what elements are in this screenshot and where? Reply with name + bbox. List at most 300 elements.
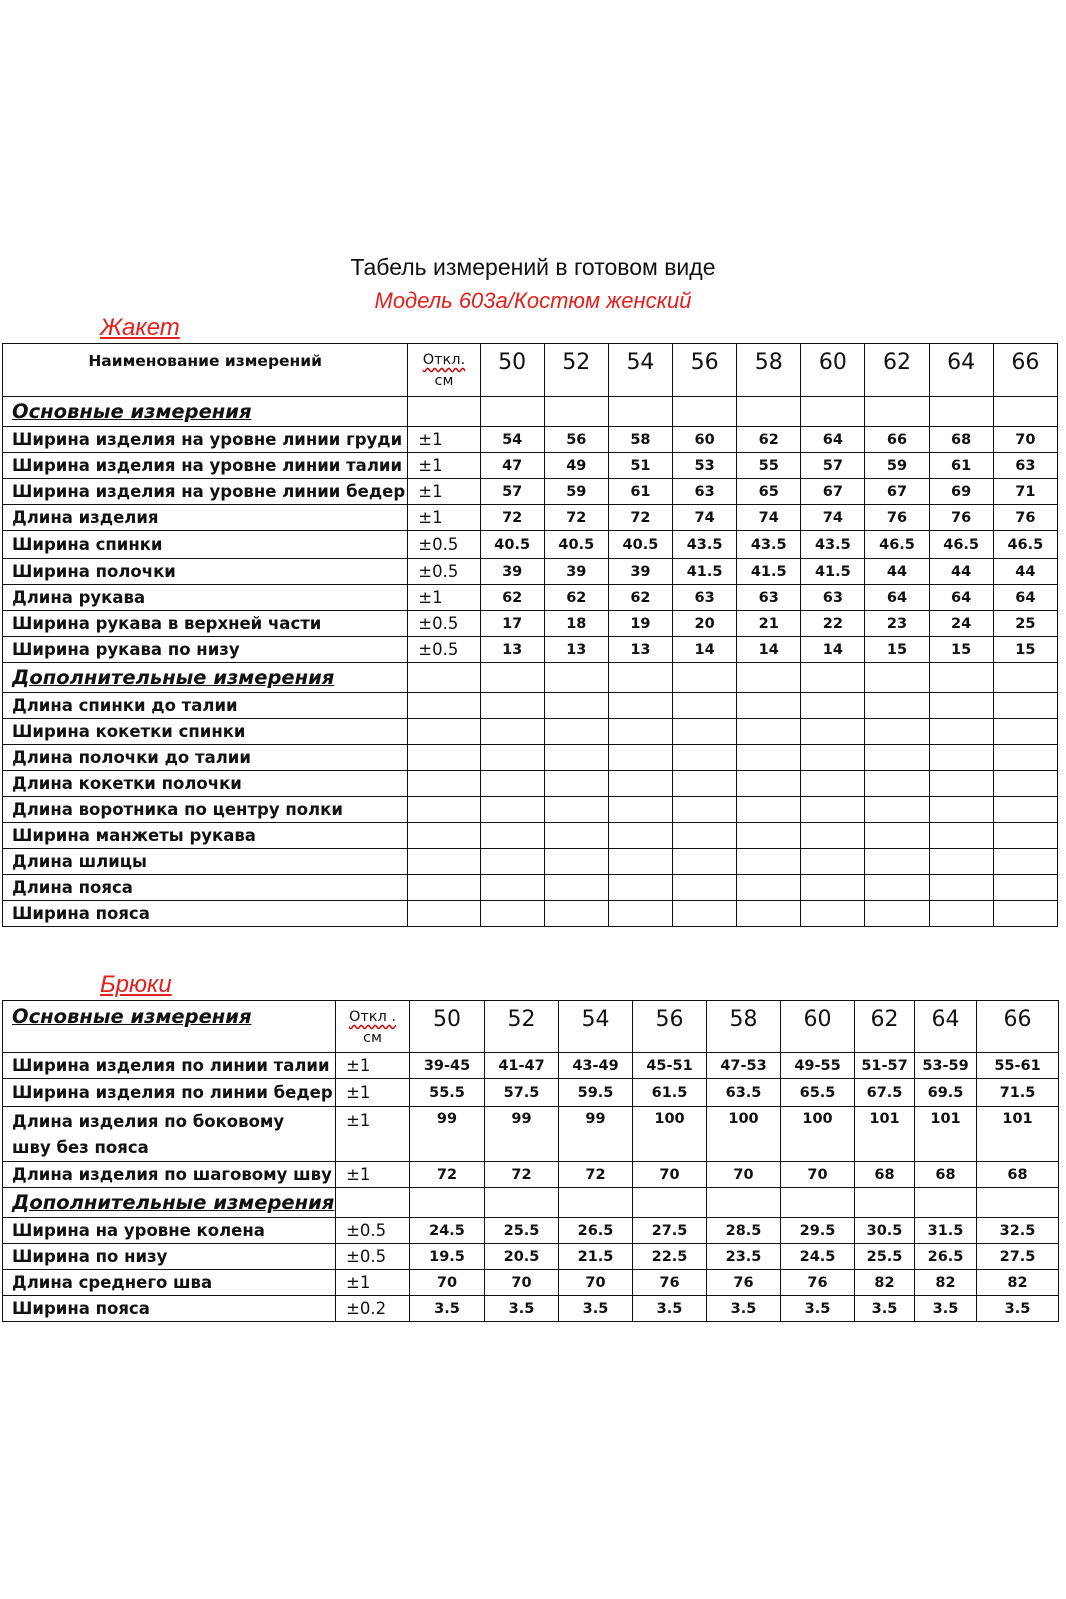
measurement-label: Ширина по низу	[3, 1244, 336, 1270]
size-value: 59	[865, 453, 929, 479]
size-value: 31.5	[915, 1218, 977, 1244]
tolerance-value: ±0.5	[408, 637, 480, 663]
size-value: 59	[544, 479, 608, 505]
measurement-label: Длина изделия по шаговому шву	[3, 1162, 336, 1188]
size-value: 39	[480, 559, 544, 585]
empty-cell	[544, 823, 608, 849]
size-value: 76	[993, 505, 1057, 531]
table-row	[3, 585, 1058, 611]
empty-cell	[633, 1188, 707, 1218]
size-value: 13	[544, 637, 608, 663]
size-value: 71.5	[977, 1079, 1059, 1107]
empty-cell	[408, 771, 480, 797]
empty-cell	[480, 797, 544, 823]
empty-cell	[737, 901, 801, 927]
size-value: 26.5	[915, 1244, 977, 1270]
size-value: 76	[929, 505, 993, 531]
size-value: 44	[865, 559, 929, 585]
pants-size-header-56: 56	[633, 1001, 707, 1053]
size-value: 20.5	[485, 1244, 559, 1270]
size-header-54: 54	[608, 344, 672, 397]
tolerance-value: ±1	[336, 1107, 410, 1162]
empty-cell	[673, 745, 737, 771]
tolerance-unit-label: см	[434, 373, 454, 389]
empty-cell	[608, 823, 672, 849]
size-header-60: 60	[801, 344, 865, 397]
empty-cell	[608, 849, 672, 875]
size-value: 62	[608, 585, 672, 611]
table-row	[3, 1079, 1059, 1107]
empty-cell	[737, 663, 801, 693]
empty-cell	[801, 663, 865, 693]
size-value: 72	[544, 505, 608, 531]
size-value: 64	[929, 585, 993, 611]
table-row	[3, 1244, 1059, 1270]
size-value: 82	[977, 1270, 1059, 1296]
size-value: 63	[673, 479, 737, 505]
empty-cell	[801, 397, 865, 427]
measurement-label-line: Длина изделия по боковому шву без пояса	[12, 1112, 285, 1157]
size-value: 49	[544, 453, 608, 479]
size-value: 62	[480, 585, 544, 611]
empty-cell	[993, 875, 1057, 901]
measurement-label: Длина рукава	[3, 585, 408, 611]
size-value: 44	[929, 559, 993, 585]
empty-cell	[408, 849, 480, 875]
empty-cell	[480, 693, 544, 719]
empty-cell	[480, 849, 544, 875]
empty-cell	[544, 719, 608, 745]
size-value: 30.5	[855, 1218, 915, 1244]
size-value: 43.5	[801, 531, 865, 559]
size-value: 14	[673, 637, 737, 663]
empty-cell	[993, 745, 1057, 771]
table-row	[3, 719, 1058, 745]
pants-size-header-66: 66	[977, 1001, 1059, 1053]
size-value: 63	[801, 585, 865, 611]
empty-cell	[915, 1188, 977, 1218]
empty-cell	[408, 663, 480, 693]
table-row	[3, 559, 1058, 585]
empty-cell	[336, 1188, 410, 1218]
empty-cell	[865, 745, 929, 771]
empty-cell	[977, 1188, 1059, 1218]
empty-cell	[608, 397, 672, 427]
size-value: 82	[855, 1270, 915, 1296]
size-header-52: 52	[544, 344, 608, 397]
size-value: 63	[737, 585, 801, 611]
measurement-label: Ширина полочки	[3, 559, 408, 585]
table-row	[3, 611, 1058, 637]
tolerance-value: ±1	[408, 479, 480, 505]
size-value: 62	[737, 427, 801, 453]
size-value: 70	[559, 1270, 633, 1296]
empty-cell	[544, 901, 608, 927]
pants-extra-group-header: Дополнительные измерения	[3, 1188, 336, 1218]
measurement-label: Длина шлицы	[3, 849, 408, 875]
empty-cell	[608, 797, 672, 823]
size-value: 18	[544, 611, 608, 637]
empty-cell	[993, 693, 1057, 719]
empty-cell	[408, 745, 480, 771]
empty-cell	[929, 745, 993, 771]
jacket-extra-group-header: Дополнительные измерения	[3, 663, 408, 693]
size-value: 70	[410, 1270, 485, 1296]
empty-cell	[485, 1188, 559, 1218]
pants-size-header-50: 50	[410, 1001, 485, 1053]
size-value: 47	[480, 453, 544, 479]
empty-cell	[993, 663, 1057, 693]
size-value: 46.5	[993, 531, 1057, 559]
empty-cell	[993, 849, 1057, 875]
empty-cell	[408, 693, 480, 719]
empty-cell	[608, 901, 672, 927]
size-value: 3.5	[977, 1296, 1059, 1322]
empty-cell	[544, 797, 608, 823]
size-value: 55	[737, 453, 801, 479]
empty-cell	[608, 771, 672, 797]
empty-cell	[781, 1188, 855, 1218]
empty-cell	[544, 771, 608, 797]
empty-cell	[865, 797, 929, 823]
table-row	[3, 1107, 1059, 1162]
pants-tolerance-unit-label: см	[363, 1030, 382, 1046]
size-value: 74	[801, 505, 865, 531]
tolerance-value: ±0.5	[408, 611, 480, 637]
size-value: 99	[410, 1107, 485, 1162]
size-value: 57	[801, 453, 865, 479]
size-value: 65.5	[781, 1079, 855, 1107]
table-row	[3, 745, 1058, 771]
empty-cell	[929, 875, 993, 901]
measurement-label: Длина воротника по центру полки	[3, 797, 408, 823]
pants-size-header-58: 58	[707, 1001, 781, 1053]
empty-cell	[673, 771, 737, 797]
table-row	[3, 505, 1058, 531]
empty-cell	[737, 771, 801, 797]
pants-header-row	[3, 1001, 1059, 1053]
size-value: 3.5	[781, 1296, 855, 1322]
empty-cell	[673, 693, 737, 719]
empty-cell	[408, 797, 480, 823]
size-value: 67	[865, 479, 929, 505]
page-subtitle: Модель 603а/Костюм женский	[374, 288, 692, 313]
empty-cell	[480, 771, 544, 797]
size-value: 53	[673, 453, 737, 479]
empty-cell	[544, 663, 608, 693]
pants-size-header-64: 64	[915, 1001, 977, 1053]
size-value: 25	[993, 611, 1057, 637]
empty-cell	[929, 693, 993, 719]
size-value: 58	[608, 427, 672, 453]
size-value: 3.5	[707, 1296, 781, 1322]
empty-cell	[855, 1188, 915, 1218]
pants-section-title: Брюки	[100, 971, 172, 998]
measurement-label: Ширина манжеты рукава	[3, 823, 408, 849]
measurement-label: Ширина на уровне колена	[3, 1218, 336, 1244]
pants-tolerance-column-header	[336, 1001, 410, 1053]
size-value: 72	[410, 1162, 485, 1188]
size-header-58: 58	[737, 344, 801, 397]
empty-cell	[408, 823, 480, 849]
empty-cell	[737, 823, 801, 849]
empty-cell	[801, 875, 865, 901]
table-row	[3, 453, 1058, 479]
size-value: 101	[977, 1107, 1059, 1162]
size-value: 54	[480, 427, 544, 453]
empty-cell	[608, 875, 672, 901]
table-row	[3, 771, 1058, 797]
empty-cell	[929, 771, 993, 797]
jacket-main-group-header-row	[3, 397, 1058, 427]
table-row	[3, 1218, 1059, 1244]
size-value: 100	[781, 1107, 855, 1162]
size-value: 21.5	[559, 1244, 633, 1270]
size-value: 57.5	[485, 1079, 559, 1107]
table-row	[3, 479, 1058, 505]
table-row	[3, 1162, 1059, 1188]
size-value: 15	[993, 637, 1057, 663]
size-value: 101	[915, 1107, 977, 1162]
empty-cell	[608, 663, 672, 693]
size-value: 43.5	[673, 531, 737, 559]
empty-cell	[707, 1188, 781, 1218]
size-value: 3.5	[855, 1296, 915, 1322]
tolerance-value: ±1	[336, 1270, 410, 1296]
empty-cell	[544, 849, 608, 875]
size-value: 61.5	[633, 1079, 707, 1107]
size-value: 15	[865, 637, 929, 663]
measurement-label: Ширина изделия на уровне линии груди	[3, 427, 408, 453]
empty-cell	[737, 875, 801, 901]
size-value: 55-61	[977, 1053, 1059, 1079]
empty-cell	[929, 901, 993, 927]
tolerance-value: ±0.5	[408, 559, 480, 585]
empty-cell	[801, 693, 865, 719]
size-value: 3.5	[559, 1296, 633, 1322]
size-value: 24.5	[410, 1218, 485, 1244]
size-value: 76	[633, 1270, 707, 1296]
size-value: 29.5	[781, 1218, 855, 1244]
table-row	[3, 849, 1058, 875]
size-value: 63	[673, 585, 737, 611]
tolerance-value: ±1	[408, 453, 480, 479]
size-value: 53-59	[915, 1053, 977, 1079]
size-value: 47-53	[707, 1053, 781, 1079]
size-value: 3.5	[633, 1296, 707, 1322]
size-value: 46.5	[929, 531, 993, 559]
size-value: 59.5	[559, 1079, 633, 1107]
empty-cell	[737, 797, 801, 823]
empty-cell	[801, 771, 865, 797]
empty-cell	[544, 397, 608, 427]
empty-cell	[673, 397, 737, 427]
pants-size-header-52: 52	[485, 1001, 559, 1053]
empty-cell	[993, 771, 1057, 797]
jacket-extra-group-header-row	[3, 663, 1058, 693]
empty-cell	[480, 719, 544, 745]
size-value: 67	[801, 479, 865, 505]
table-row	[3, 1270, 1059, 1296]
table-row	[3, 1296, 1059, 1322]
empty-cell	[480, 823, 544, 849]
page-title: Табель измерений в готовом виде	[350, 254, 716, 280]
jacket-main-group-header: Основные измерения	[3, 397, 408, 427]
size-value: 14	[737, 637, 801, 663]
empty-cell	[410, 1188, 485, 1218]
measurement-label: Ширина пояса	[3, 1296, 336, 1322]
size-value: 19.5	[410, 1244, 485, 1270]
empty-cell	[737, 719, 801, 745]
size-value: 64	[801, 427, 865, 453]
size-value: 55.5	[410, 1079, 485, 1107]
table-row	[3, 797, 1058, 823]
empty-cell	[929, 719, 993, 745]
empty-cell	[865, 849, 929, 875]
table-row	[3, 531, 1058, 559]
table-row	[3, 875, 1058, 901]
empty-cell	[480, 745, 544, 771]
measurement-label	[3, 1107, 336, 1162]
tolerance-column-header	[408, 344, 480, 397]
tolerance-value: ±0.5	[408, 531, 480, 559]
measurement-label: Длина изделия	[3, 505, 408, 531]
size-value: 41.5	[801, 559, 865, 585]
size-value: 25.5	[485, 1218, 559, 1244]
tolerance-value: ±0.5	[336, 1244, 410, 1270]
size-value: 39	[608, 559, 672, 585]
size-value: 56	[544, 427, 608, 453]
empty-cell	[801, 823, 865, 849]
size-value: 72	[485, 1162, 559, 1188]
size-value: 57	[480, 479, 544, 505]
empty-cell	[801, 901, 865, 927]
size-value: 22.5	[633, 1244, 707, 1270]
empty-cell	[801, 797, 865, 823]
size-value: 64	[865, 585, 929, 611]
empty-cell	[801, 849, 865, 875]
size-value: 49-55	[781, 1053, 855, 1079]
empty-cell	[929, 397, 993, 427]
size-value: 72	[608, 505, 672, 531]
table-row	[3, 427, 1058, 453]
tolerance-value: ±1	[408, 505, 480, 531]
size-value: 72	[559, 1162, 633, 1188]
table-row	[3, 1053, 1059, 1079]
size-value: 26.5	[559, 1218, 633, 1244]
empty-cell	[737, 693, 801, 719]
size-value: 99	[559, 1107, 633, 1162]
pants-measurements-table	[2, 1000, 1059, 1322]
table-row	[3, 823, 1058, 849]
size-value: 13	[480, 637, 544, 663]
tolerance-header-label: Откл.	[422, 352, 466, 368]
size-header-62: 62	[865, 344, 929, 397]
measurement-label: Ширина рукава в верхней части	[3, 611, 408, 637]
size-value: 23.5	[707, 1244, 781, 1270]
empty-cell	[865, 875, 929, 901]
measurement-label: Ширина спинки	[3, 531, 408, 559]
size-value: 22	[801, 611, 865, 637]
size-value: 62	[544, 585, 608, 611]
size-value: 76	[707, 1270, 781, 1296]
pants-extra-group-header-row	[3, 1188, 1059, 1218]
size-value: 71	[993, 479, 1057, 505]
measurement-label: Ширина рукава по низу	[3, 637, 408, 663]
tolerance-value: ±0.5	[336, 1218, 410, 1244]
empty-cell	[673, 901, 737, 927]
empty-cell	[865, 901, 929, 927]
size-value: 43-49	[559, 1053, 633, 1079]
name-column-header: Наименование измерений	[3, 344, 408, 397]
tolerance-value: ±1	[336, 1053, 410, 1079]
empty-cell	[929, 849, 993, 875]
empty-cell	[544, 745, 608, 771]
size-value: 65	[737, 479, 801, 505]
size-value: 60	[673, 427, 737, 453]
empty-cell	[801, 745, 865, 771]
size-value: 21	[737, 611, 801, 637]
size-value: 76	[781, 1270, 855, 1296]
size-value: 46.5	[865, 531, 929, 559]
size-value: 28.5	[707, 1218, 781, 1244]
measurement-label: Длина спинки до талии	[3, 693, 408, 719]
empty-cell	[673, 875, 737, 901]
size-value: 27.5	[633, 1218, 707, 1244]
empty-cell	[865, 663, 929, 693]
jacket-section-title: Жакет	[100, 314, 180, 341]
empty-cell	[929, 797, 993, 823]
size-value: 14	[801, 637, 865, 663]
empty-cell	[608, 693, 672, 719]
size-value: 64	[993, 585, 1057, 611]
size-value: 101	[855, 1107, 915, 1162]
empty-cell	[544, 875, 608, 901]
tolerance-value: ±1	[408, 427, 480, 453]
empty-cell	[480, 901, 544, 927]
size-value: 41.5	[737, 559, 801, 585]
empty-cell	[801, 719, 865, 745]
empty-cell	[408, 397, 480, 427]
size-value: 23	[865, 611, 929, 637]
size-value: 24.5	[781, 1244, 855, 1270]
size-header-56: 56	[673, 344, 737, 397]
size-value: 70	[707, 1162, 781, 1188]
size-value: 100	[633, 1107, 707, 1162]
table-row	[3, 693, 1058, 719]
tolerance-value: ±1	[408, 585, 480, 611]
size-header-66: 66	[993, 344, 1057, 397]
size-value: 67.5	[855, 1079, 915, 1107]
size-value: 39	[544, 559, 608, 585]
size-value: 74	[673, 505, 737, 531]
empty-cell	[865, 693, 929, 719]
size-value: 70	[633, 1162, 707, 1188]
empty-cell	[993, 719, 1057, 745]
size-value: 61	[929, 453, 993, 479]
size-value: 20	[673, 611, 737, 637]
pants-size-header-54: 54	[559, 1001, 633, 1053]
measurement-label: Ширина кокетки спинки	[3, 719, 408, 745]
size-value: 17	[480, 611, 544, 637]
empty-cell	[608, 745, 672, 771]
empty-cell	[673, 719, 737, 745]
empty-cell	[865, 823, 929, 849]
empty-cell	[993, 397, 1057, 427]
size-value: 3.5	[410, 1296, 485, 1322]
empty-cell	[673, 823, 737, 849]
size-value: 43.5	[737, 531, 801, 559]
